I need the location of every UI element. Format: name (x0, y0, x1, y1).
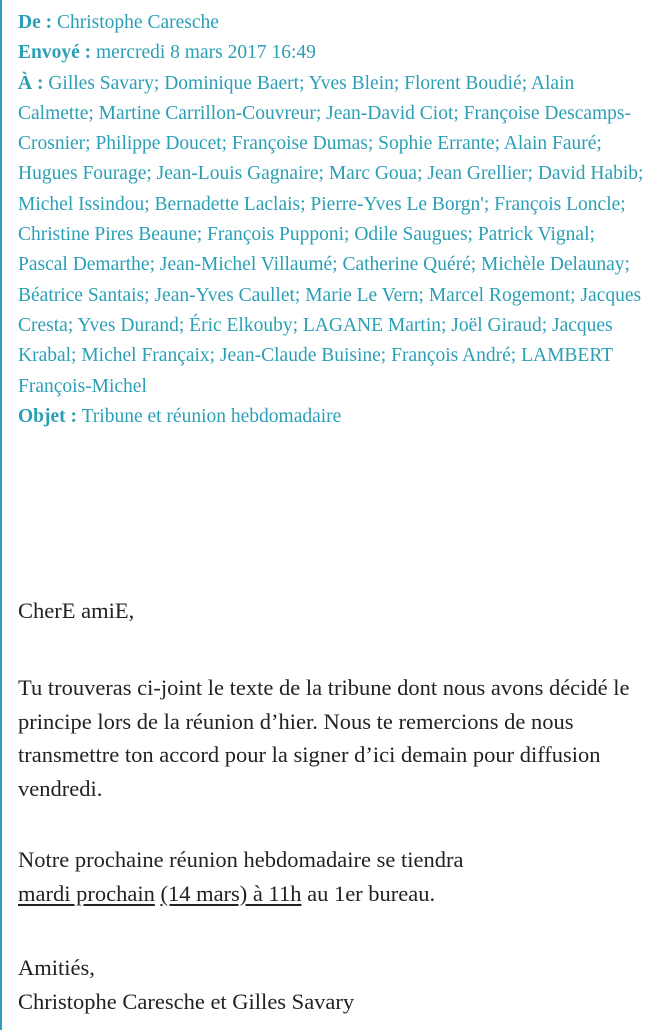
from-line (18, 8, 648, 38)
sent-line (18, 38, 648, 68)
email-header (18, 8, 648, 432)
from-value[interactable]: Christophe Caresche (56, 12, 219, 33)
from-label: De : (18, 12, 53, 33)
greeting: CherE amiE, (18, 598, 135, 623)
meeting-text: Notre prochaine réunion hebdomadaire se tiendra (18, 847, 464, 872)
meeting-day-link[interactable]: mardi prochain (18, 880, 155, 906)
signature-block (18, 951, 658, 1018)
to-line (18, 69, 648, 402)
meeting-location: au 1er bureau. (301, 880, 436, 906)
signature: Christophe Caresche et Gilles Savary (18, 988, 355, 1014)
body-paragraph-meeting (18, 843, 658, 910)
subject-value: Tribune et réunion hebdomadaire (81, 405, 342, 427)
subject-line (18, 402, 648, 432)
closing-word: Amitiés, (18, 955, 95, 980)
meeting-date-link[interactable]: (14 mars) à 11h (160, 880, 302, 906)
sent-label: Envoyé : (18, 42, 92, 64)
to-label: À : (18, 72, 44, 94)
subject-label: Objet : (18, 405, 78, 427)
body-paragraph-tribune: Tu trouveras ci-joint le texte de la tribune dont nous avons décidé le principe lors de la réunion d’hier. Nous te remercions de nous transmettre ton accord pour la signer d’ici demain pour diffusion vendredi. (18, 675, 630, 801)
to-recipients[interactable]: Gilles Savary; Dominique Baert; Yves Blein; Florent Boudié; Alain Calmette; Martine Carrillon-Couvreur; Jean-David Ciot; Françoise Descamps-Crosnier; Philippe Doucet; Françoise Dumas; Sophie Errante; Alain Fauré; Hugues Fourage; Jean-Louis Gagnaire; Marc Goua; Jean Grellier; David Habib; Michel Issindou; Bernadette Laclais; Pierre-Yves Le Borgn'; François Loncle; Christine Pires Beaune; François Pupponi; Odile Saugues; Patrick Vignal; Pascal Demarthe; Jean-Michel Villaumé; Catherine Quéré; Michèle Delaunay; Béatrice Santais; Jean-Yves Caullet; Marie Le Vern; Marcel Rogemont; Jacques Cresta; Yves Durand; Éric Elkouby; LAGANE Martin; Joël Giraud; Jacques Krabal; Michel Françaix; Jean-Claude Buisine; François André; LAMBERT François-Michel (18, 72, 644, 397)
sent-value: mercredi 8 mars 2017 16:49 (96, 42, 316, 64)
